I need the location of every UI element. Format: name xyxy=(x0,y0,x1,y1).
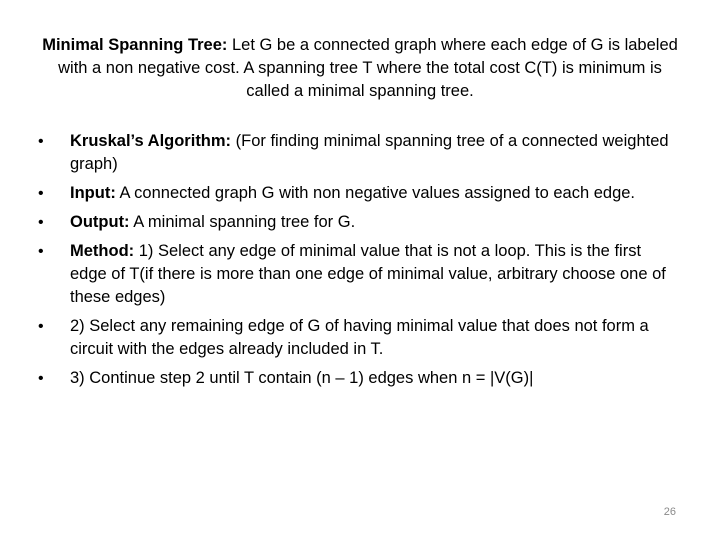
bullet-text: A connected graph G with non negative values assigned to each edge. xyxy=(115,184,636,202)
bullet-text: 3) Continue step 2 until T contain (n – 1) edges when n = |V(G)| xyxy=(70,369,534,387)
bullet-method xyxy=(38,240,678,309)
bullet-label: Method: xyxy=(70,242,135,260)
bullet-text: 2) Select any remaining edge of G of having minimal value that does not form a circuit with the edges already included in T. xyxy=(70,317,649,358)
bullet-input xyxy=(38,182,678,205)
bullet-dot-icon: • xyxy=(38,133,44,150)
bullet-output xyxy=(38,211,678,234)
bullet-label: Kruskal’s Algorithm: xyxy=(70,132,232,150)
bullet-kruskal xyxy=(38,130,678,176)
bullet-step-3 xyxy=(38,367,678,390)
bullet-text: 1) Select any edge of minimal value that is not a loop. This is the first edge of T(if there is more than one edge of minimal value, arbitrary choose one of these edges) xyxy=(70,242,666,306)
bullet-text: (For finding minimal spanning tree of a connected weighted graph) xyxy=(70,132,669,173)
bullet-dot-icon: • xyxy=(38,185,44,202)
bullet-dot-icon: • xyxy=(38,214,44,231)
bullet-dot-icon: • xyxy=(38,370,44,387)
heading-term: Minimal Spanning Tree: xyxy=(42,36,228,54)
bullet-text: A minimal spanning tree for G. xyxy=(129,213,356,231)
slide-heading xyxy=(40,34,680,103)
heading-definition: Let G be a connected graph where each edge of G is labeled with a non negative cost. A spanning tree T where the total cost C(T) is minimum is called a minimal spanning tree. xyxy=(58,36,678,100)
bullet-label: Input: xyxy=(70,184,116,202)
bullet-dot-icon: • xyxy=(38,243,44,260)
bullet-list xyxy=(38,130,678,396)
bullet-dot-icon: • xyxy=(38,318,44,335)
bullet-label: Output: xyxy=(70,213,130,231)
page-number: 26 xyxy=(663,506,676,518)
bullet-step-2 xyxy=(38,315,678,361)
